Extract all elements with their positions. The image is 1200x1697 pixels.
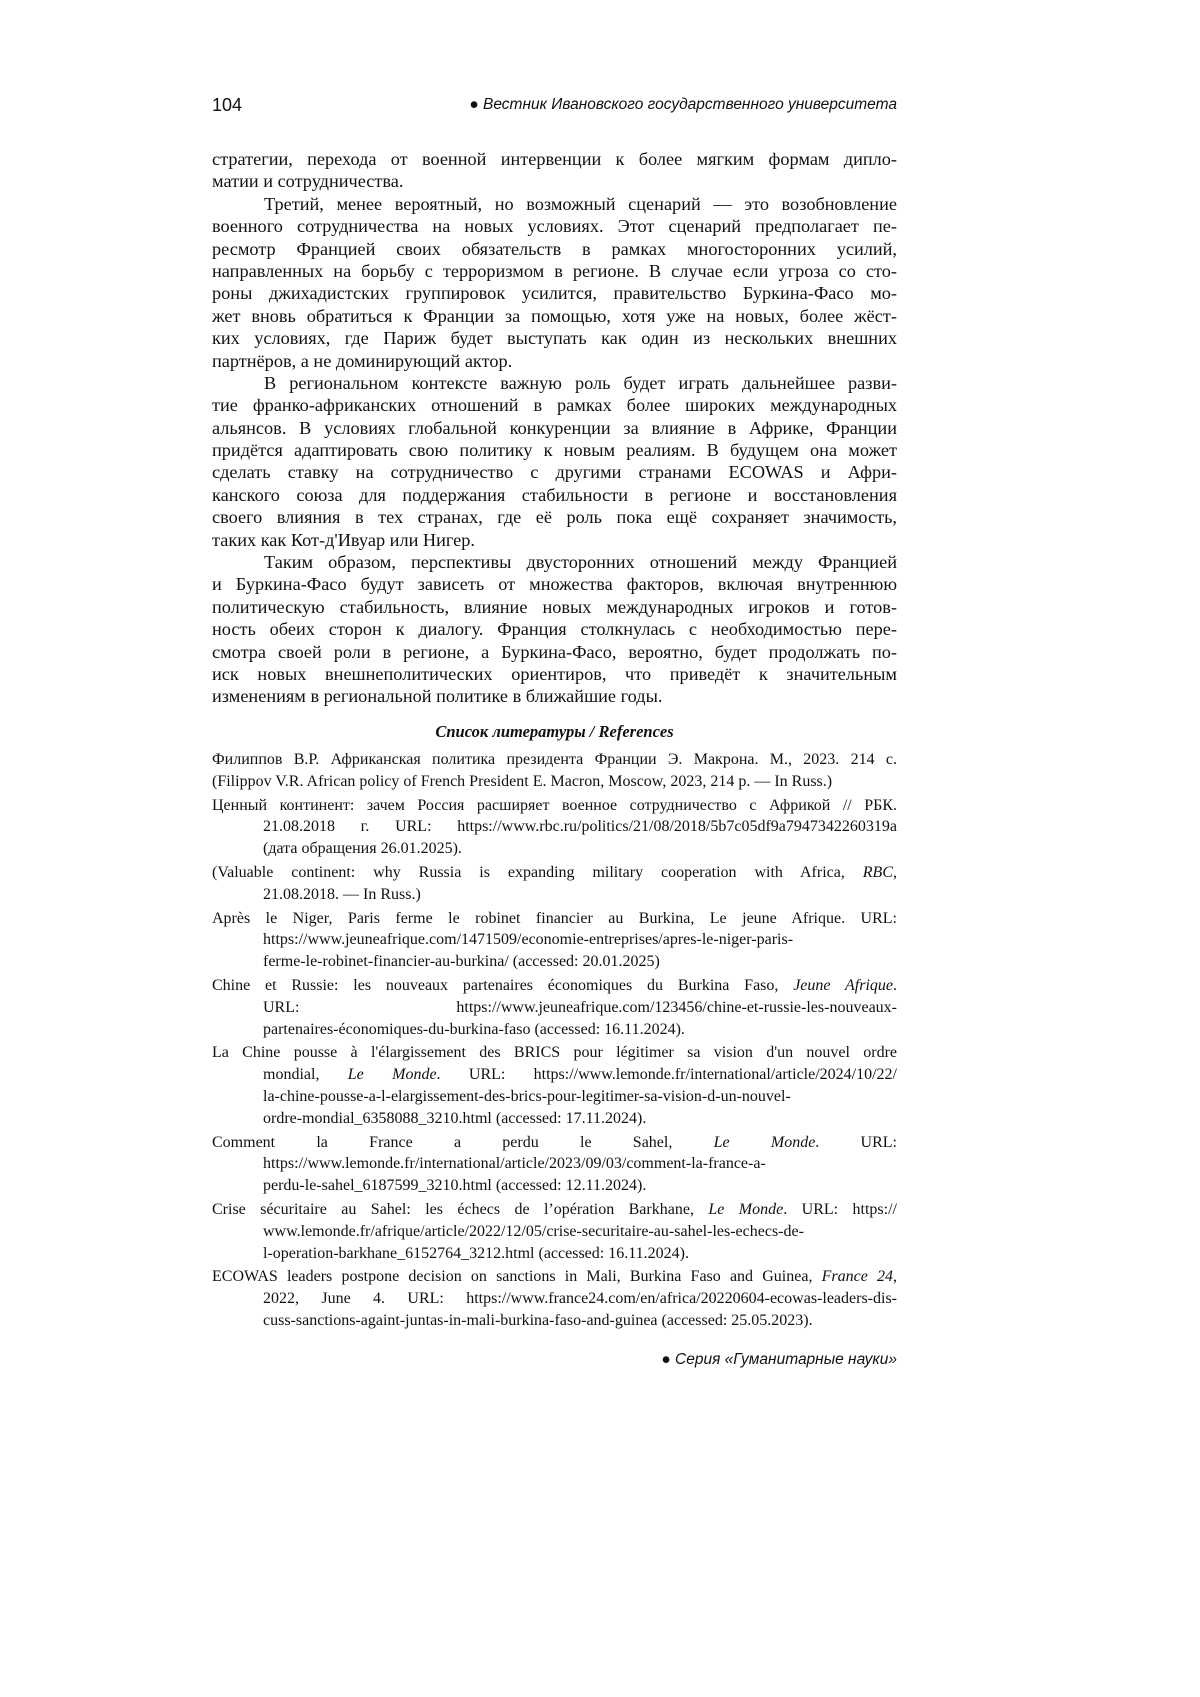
text-line: ность обеих сторон к диалогу. Франция столкнулась с необходимостью пере- xyxy=(212,618,897,640)
reference-line xyxy=(212,1108,897,1130)
reference-line xyxy=(212,862,897,884)
text-line: своего влияния в тех странах, где её роль пока ещё сохраняет значимость, xyxy=(212,506,897,528)
reference-item xyxy=(212,1199,897,1264)
reference-line xyxy=(212,1132,897,1154)
reference-item xyxy=(212,795,897,860)
reference-text: Ценный континент: зачем Россия расширяет военное сотрудничество с Африкой // РБК. xyxy=(212,797,897,814)
reference-line xyxy=(212,1153,897,1175)
reference-line xyxy=(212,749,897,771)
reference-text: perdu-le-sahel_6187599_3210.html (accessed: 12.11.2024). xyxy=(263,1177,646,1194)
reference-text: . URL: https://www.lemonde.fr/international/article/2024/10/22/ xyxy=(437,1066,897,1083)
reference-line xyxy=(212,929,897,951)
reference-item xyxy=(212,862,897,906)
references-list xyxy=(212,749,897,1334)
source-title: France 24 xyxy=(822,1268,893,1285)
source-title: Jeune Afrique xyxy=(793,977,893,994)
text-line: Таким образом, перспективы двусторонних отношений между Францией xyxy=(212,551,897,573)
series-footer: ● Серия «Гуманитарные науки» xyxy=(661,1351,897,1369)
reference-text: www.lemonde.fr/afrique/article/2022/12/05/crise-securitaire-au-sahel-les-echecs-de- xyxy=(263,1223,804,1240)
reference-line xyxy=(212,975,897,997)
text-line: В региональном контексте важную роль будет играть дальнейшее разви- xyxy=(212,372,897,394)
reference-text: Comment la France a perdu le Sahel, xyxy=(212,1134,714,1151)
reference-text: https://www.jeuneafrique.com/1471509/economie-entreprises/apres-le-niger-paris- xyxy=(263,931,793,948)
reference-text: https://www.lemonde.fr/international/article/2023/09/03/comment-la-france-a- xyxy=(263,1155,766,1172)
reference-item xyxy=(212,975,897,1040)
reference-text: Après le Niger, Paris ferme le robinet financier au Burkina, Le jeune Afrique. URL: xyxy=(212,910,897,927)
reference-line xyxy=(212,1175,897,1197)
reference-text: Crise sécuritaire au Sahel: les échecs de l’opération Barkhane, xyxy=(212,1201,708,1218)
references-heading: Список литературы / References xyxy=(212,722,897,742)
paragraph xyxy=(212,148,897,193)
reference-text: mondial, xyxy=(263,1066,348,1083)
text-line: направленных на борьбу с терроризмом в регионе. В случае если угроза со сто- xyxy=(212,260,897,282)
text-line: изменениям в региональной политике в ближайшие годы. xyxy=(212,685,897,707)
journal-title: ● Вестник Ивановского государственного университета xyxy=(469,96,897,114)
text-line: военного сотрудничества на новых условиях. Этот сценарий предполагает пе- xyxy=(212,215,897,237)
text-line: придётся адаптировать свою политику к новым реалиям. В будущем она может xyxy=(212,439,897,461)
reference-text: 21.08.2018. — In Russ.) xyxy=(263,886,421,903)
text-line: партнёров, а не доминирующий актор. xyxy=(212,350,897,372)
text-line: таких как Кот-д'Ивуар или Нигер. xyxy=(212,529,897,551)
article-body xyxy=(212,148,897,708)
text-line: политическую стабильность, влияние новых международных игроков и готов- xyxy=(212,596,897,618)
reference-line xyxy=(212,1243,897,1265)
text-line: и Буркина-Фасо будут зависеть от множества факторов, включая внутреннюю xyxy=(212,573,897,595)
reference-line xyxy=(212,951,897,973)
reference-item xyxy=(212,908,897,973)
text-line: сделать ставку на сотрудничество с другими странами ECOWAS и Афри- xyxy=(212,461,897,483)
reference-text: ordre-mondial_6358088_3210.html (accessed: 17.11.2024). xyxy=(263,1110,646,1127)
reference-line xyxy=(212,1019,897,1041)
paragraph xyxy=(212,193,897,372)
source-title: Le Monde xyxy=(708,1201,783,1218)
reference-text: Chine et Russie: les nouveaux partenaires économiques du Burkina Faso, xyxy=(212,977,793,994)
reference-line xyxy=(212,1288,897,1310)
reference-line xyxy=(212,1086,897,1108)
page-number: 104 xyxy=(212,95,242,116)
text-line: канского союза для поддержания стабильности в регионе и восстановления xyxy=(212,484,897,506)
reference-text: l-operation-barkhane_6152764_3212.html (accessed: 16.11.2024). xyxy=(263,1245,689,1262)
reference-text: Филиппов В.Р. Африканская политика президента Франции Э. Макрона. М., 2023. 214 с. xyxy=(212,751,897,768)
reference-text: , xyxy=(893,1268,897,1285)
source-title: Le Monde xyxy=(348,1066,437,1083)
reference-line xyxy=(212,1199,897,1221)
reference-text: URL: https://www.jeuneafrique.com/123456/chine-et-russie-les-nouveaux- xyxy=(263,999,897,1016)
reference-item xyxy=(212,1042,897,1129)
reference-line xyxy=(212,1266,897,1288)
reference-text: . URL: xyxy=(815,1134,897,1151)
reference-text: . xyxy=(893,977,897,994)
source-title: RBC xyxy=(863,864,893,881)
reference-line xyxy=(212,838,897,860)
reference-text: (Filippov V.R. African policy of French President E. Macron, Moscow, 2023, 214 p. — In Russ.) xyxy=(212,773,832,790)
reference-text: , xyxy=(893,864,897,881)
reference-item xyxy=(212,1132,897,1197)
reference-line xyxy=(212,908,897,930)
text-line: тие франко-африканских отношений в рамках более широких международных xyxy=(212,394,897,416)
reference-text: (Valuable continent: why Russia is expanding military cooperation with Africa, xyxy=(212,864,863,881)
text-line: жет вновь обратиться к Франции за помощью, хотя уже на новых, более жёст- xyxy=(212,305,897,327)
reference-text: La Chine pousse à l'élargissement des BRICS pour légitimer sa vision d'un nouvel ordre xyxy=(212,1044,897,1061)
text-line: иск новых внешнеполитических ориентиров, что приведёт к значительным xyxy=(212,663,897,685)
text-line: Третий, менее вероятный, но возможный сценарий — это возобновление xyxy=(212,193,897,215)
reference-line xyxy=(212,1310,897,1332)
text-line: роны джихадистских группировок усилится, правительство Буркина-Фасо мо- xyxy=(212,282,897,304)
reference-line xyxy=(212,816,897,838)
reference-text: partenaires-économiques-du-burkina-faso (accessed: 16.11.2024). xyxy=(263,1021,685,1038)
reference-line xyxy=(212,1064,897,1086)
reference-text: . URL: https:// xyxy=(783,1201,897,1218)
reference-text: 2022, June 4. URL: https://www.france24.com/en/africa/20220604-ecowas-leaders-dis- xyxy=(263,1290,897,1307)
paragraph xyxy=(212,372,897,551)
text-line: ресмотр Францией своих обязательств в рамках многосторонних усилий, xyxy=(212,238,897,260)
reference-text: la-chine-pousse-a-l-elargissement-des-brics-pour-legitimer-sa-vision-d-un-nouvel- xyxy=(263,1088,791,1105)
source-title: Le Monde xyxy=(714,1134,816,1151)
reference-text: ECOWAS leaders postpone decision on sanctions in Mali, Burkina Faso and Guinea, xyxy=(212,1268,822,1285)
reference-text: (дата обращения 26.01.2025). xyxy=(263,840,462,857)
reference-item xyxy=(212,749,897,793)
reference-text: 21.08.2018 г. URL: https://www.rbc.ru/politics/21/08/2018/5b7c05df9a7947342260319a xyxy=(263,818,897,835)
text-line: стратегии, перехода от военной интервенции к более мягким формам дипло- xyxy=(212,148,897,170)
text-line: альянсов. В условиях глобальной конкуренции за влияние в Африке, Франции xyxy=(212,417,897,439)
paragraph xyxy=(212,551,897,708)
reference-line xyxy=(212,795,897,817)
reference-text: cuss-sanctions-againt-juntas-in-mali-burkina-faso-and-guinea (accessed: 25.05.2023). xyxy=(263,1312,813,1329)
reference-line xyxy=(212,1042,897,1064)
text-line: матии и сотрудничества. xyxy=(212,170,897,192)
text-line: смотра своей роли в регионе, а Буркина-Фасо, вероятно, будет продолжать по- xyxy=(212,641,897,663)
reference-line xyxy=(212,884,897,906)
reference-line xyxy=(212,1221,897,1243)
reference-text: ferme-le-robinet-financier-au-burkina/ (accessed: 20.01.2025) xyxy=(263,953,660,970)
reference-item xyxy=(212,1266,897,1331)
text-line: ких условиях, где Париж будет выступать как один из нескольких внешних xyxy=(212,327,897,349)
reference-line xyxy=(212,771,897,793)
reference-line xyxy=(212,997,897,1019)
